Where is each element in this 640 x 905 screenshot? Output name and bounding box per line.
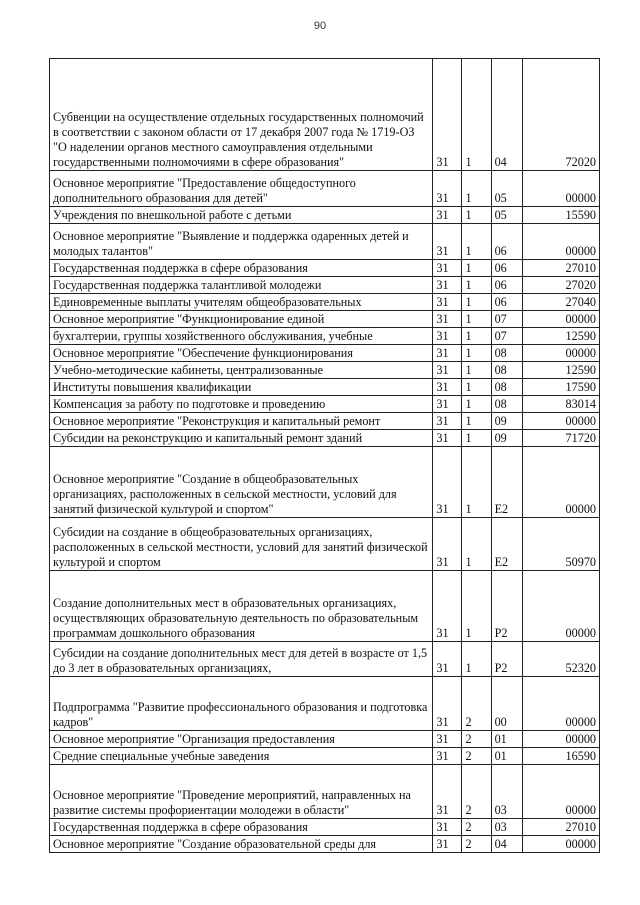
row-code-c-cell: 06	[491, 224, 522, 260]
table-row	[50, 224, 600, 260]
row-name-cell: Подпрограмма "Развитие профессионального образования и подготовка кадров"	[50, 677, 433, 731]
row-code-a-cell: 31	[433, 819, 462, 836]
page-number: 90	[313, 20, 327, 32]
row-code-c-cell: 09	[491, 430, 522, 447]
row-name-cell: бухгалтерии, группы хозяйственного обслуживания, учебные	[50, 328, 433, 345]
row-code-c-cell: 03	[491, 819, 522, 836]
row-code-c-cell: 08	[491, 345, 522, 362]
row-name-cell: Учреждения по внешкольной работе с детьми	[50, 207, 433, 224]
row-code-a-cell: 31	[433, 836, 462, 853]
row-code-a-cell: 31	[433, 765, 462, 819]
row-code-c-cell: 09	[491, 413, 522, 430]
row-name-cell: Средние специальные учебные заведения	[50, 748, 433, 765]
row-code-b-cell: 1	[462, 207, 491, 224]
table-row	[50, 677, 600, 731]
row-code-b-cell: 2	[462, 677, 491, 731]
row-code-a-cell: 31	[433, 224, 462, 260]
row-code-a-cell: 31	[433, 260, 462, 277]
table-row	[50, 731, 600, 748]
table-row	[50, 294, 600, 311]
row-name-cell: Основное мероприятие "Создание в общеобразовательных организациях, расположенных в сельской местности, условий для занятий физической культурой и спортом"	[50, 447, 433, 518]
row-code-c-cell: P2	[491, 642, 522, 677]
row-code-c-cell: 06	[491, 260, 522, 277]
row-code-b-cell: 1	[462, 430, 491, 447]
row-code-d-cell: 12590	[522, 362, 599, 379]
row-name-cell: Субвенции на осуществление отдельных государственных полномочий в соответствии с законом области от 17 декабря 2007 года № 1719-ОЗ "О наделении органов местного самоуправления отдельными государственными полномочиями в сфере образования"	[50, 59, 433, 171]
row-code-a-cell: 31	[433, 642, 462, 677]
row-name-cell: Основное мероприятие "Функционирование единой	[50, 311, 433, 328]
row-code-c-cell: 01	[491, 748, 522, 765]
row-code-d-cell: 00000	[522, 677, 599, 731]
row-code-a-cell: 31	[433, 430, 462, 447]
row-code-b-cell: 1	[462, 362, 491, 379]
row-code-b-cell: 2	[462, 765, 491, 819]
row-code-d-cell: 83014	[522, 396, 599, 413]
row-code-a-cell: 31	[433, 413, 462, 430]
row-name-cell: Государственная поддержка талантливой молодежи	[50, 277, 433, 294]
table-row	[50, 345, 600, 362]
table-row	[50, 396, 600, 413]
row-code-a-cell: 31	[433, 571, 462, 642]
row-code-a-cell: 31	[433, 171, 462, 207]
table-row	[50, 207, 600, 224]
row-name-cell: Основное мероприятие "Организация предоставления	[50, 731, 433, 748]
row-code-b-cell: 2	[462, 819, 491, 836]
row-code-b-cell: 1	[462, 224, 491, 260]
table-row	[50, 571, 600, 642]
row-code-b-cell: 1	[462, 277, 491, 294]
row-code-b-cell: 1	[462, 379, 491, 396]
row-code-b-cell: 1	[462, 260, 491, 277]
table-row	[50, 765, 600, 819]
row-code-d-cell: 00000	[522, 345, 599, 362]
row-code-d-cell: 16590	[522, 748, 599, 765]
row-code-d-cell: 17590	[522, 379, 599, 396]
row-code-d-cell: 00000	[522, 571, 599, 642]
row-code-d-cell: 27020	[522, 277, 599, 294]
table-row	[50, 447, 600, 518]
row-code-b-cell: 1	[462, 447, 491, 518]
row-code-d-cell: 00000	[522, 224, 599, 260]
row-name-cell: Основное мероприятие "Реконструкция и капитальный ремонт	[50, 413, 433, 430]
table-row	[50, 518, 600, 571]
row-code-a-cell: 31	[433, 311, 462, 328]
table-row	[50, 379, 600, 396]
row-code-b-cell: 1	[462, 571, 491, 642]
row-code-c-cell: 08	[491, 362, 522, 379]
row-code-d-cell: 27010	[522, 819, 599, 836]
table-row	[50, 311, 600, 328]
row-code-b-cell: 1	[462, 328, 491, 345]
row-code-b-cell: 2	[462, 748, 491, 765]
table-row	[50, 59, 600, 171]
row-name-cell: Государственная поддержка в сфере образования	[50, 819, 433, 836]
row-code-d-cell: 27040	[522, 294, 599, 311]
row-code-d-cell: 00000	[522, 311, 599, 328]
row-code-a-cell: 31	[433, 396, 462, 413]
row-code-c-cell: 06	[491, 277, 522, 294]
row-code-c-cell: 08	[491, 379, 522, 396]
table-row	[50, 171, 600, 207]
row-code-d-cell: 00000	[522, 447, 599, 518]
row-code-b-cell: 1	[462, 345, 491, 362]
row-code-d-cell: 00000	[522, 731, 599, 748]
table-row	[50, 277, 600, 294]
row-code-c-cell: E2	[491, 518, 522, 571]
row-code-a-cell: 31	[433, 379, 462, 396]
row-code-b-cell: 1	[462, 518, 491, 571]
row-code-b-cell: 1	[462, 413, 491, 430]
table-row	[50, 260, 600, 277]
table-row	[50, 836, 600, 853]
budget-table-body	[50, 59, 600, 853]
row-code-d-cell: 00000	[522, 413, 599, 430]
table-row	[50, 430, 600, 447]
row-code-d-cell: 27010	[522, 260, 599, 277]
row-code-d-cell: 52320	[522, 642, 599, 677]
row-code-a-cell: 31	[433, 277, 462, 294]
row-code-a-cell: 31	[433, 362, 462, 379]
row-code-b-cell: 1	[462, 396, 491, 413]
row-code-d-cell: 12590	[522, 328, 599, 345]
row-code-d-cell: 00000	[522, 765, 599, 819]
row-code-d-cell: 72020	[522, 59, 599, 171]
row-name-cell: Основное мероприятие "Проведение мероприятий, направленных на развитие системы профориентации молодежи в области"	[50, 765, 433, 819]
row-code-d-cell: 50970	[522, 518, 599, 571]
row-code-a-cell: 31	[433, 447, 462, 518]
row-code-d-cell: 15590	[522, 207, 599, 224]
table-row	[50, 819, 600, 836]
row-code-d-cell: 00000	[522, 836, 599, 853]
row-name-cell: Государственная поддержка в сфере образования	[50, 260, 433, 277]
row-name-cell: Основное мероприятие "Предоставление общедоступного дополнительного образования для детей"	[50, 171, 433, 207]
row-code-c-cell: 01	[491, 731, 522, 748]
row-name-cell: Учебно-методические кабинеты, централизованные	[50, 362, 433, 379]
row-name-cell: Субсидии на создание в общеобразовательных организациях, расположенных в сельской местности, условий для занятий физической культурой и спортом	[50, 518, 433, 571]
row-code-a-cell: 31	[433, 207, 462, 224]
row-code-c-cell: 04	[491, 59, 522, 171]
row-code-a-cell: 31	[433, 677, 462, 731]
row-code-b-cell: 2	[462, 836, 491, 853]
row-code-c-cell: 03	[491, 765, 522, 819]
row-code-a-cell: 31	[433, 59, 462, 171]
row-name-cell: Основное мероприятие "Обеспечение функционирования	[50, 345, 433, 362]
budget-table	[49, 58, 600, 853]
row-name-cell: Субсидии на создание дополнительных мест для детей в возрасте от 1,5 до 3 лет в образовательных организациях,	[50, 642, 433, 677]
row-code-b-cell: 1	[462, 311, 491, 328]
row-code-c-cell: 00	[491, 677, 522, 731]
row-code-a-cell: 31	[433, 328, 462, 345]
row-code-a-cell: 31	[433, 518, 462, 571]
table-row	[50, 642, 600, 677]
row-code-c-cell: 04	[491, 836, 522, 853]
row-name-cell: Институты повышения квалификации	[50, 379, 433, 396]
row-code-a-cell: 31	[433, 748, 462, 765]
table-row	[50, 328, 600, 345]
table-row	[50, 413, 600, 430]
row-name-cell: Основное мероприятие "Выявление и поддержка одаренных детей и молодых талантов"	[50, 224, 433, 260]
row-code-b-cell: 1	[462, 171, 491, 207]
row-code-c-cell: 05	[491, 207, 522, 224]
row-name-cell: Единовременные выплаты учителям общеобразовательных	[50, 294, 433, 311]
table-row	[50, 362, 600, 379]
row-code-a-cell: 31	[433, 345, 462, 362]
row-code-b-cell: 1	[462, 642, 491, 677]
row-code-c-cell: P2	[491, 571, 522, 642]
row-code-c-cell: 06	[491, 294, 522, 311]
row-code-c-cell: 07	[491, 328, 522, 345]
row-code-a-cell: 31	[433, 731, 462, 748]
table-row	[50, 748, 600, 765]
row-code-c-cell: 07	[491, 311, 522, 328]
row-code-d-cell: 71720	[522, 430, 599, 447]
row-name-cell: Компенсация за работу по подготовке и проведению	[50, 396, 433, 413]
row-code-c-cell: 08	[491, 396, 522, 413]
row-code-b-cell: 1	[462, 294, 491, 311]
row-code-a-cell: 31	[433, 294, 462, 311]
row-code-d-cell: 00000	[522, 171, 599, 207]
row-name-cell: Основное мероприятие "Создание образовательной среды для	[50, 836, 433, 853]
row-code-b-cell: 1	[462, 59, 491, 171]
row-code-c-cell: 05	[491, 171, 522, 207]
row-name-cell: Субсидии на реконструкцию и капитальный ремонт зданий	[50, 430, 433, 447]
row-name-cell: Создание дополнительных мест в образовательных организациях, осуществляющих образовательную деятельность по образовательным программам дошкольного образования	[50, 571, 433, 642]
row-code-b-cell: 2	[462, 731, 491, 748]
row-code-c-cell: E2	[491, 447, 522, 518]
